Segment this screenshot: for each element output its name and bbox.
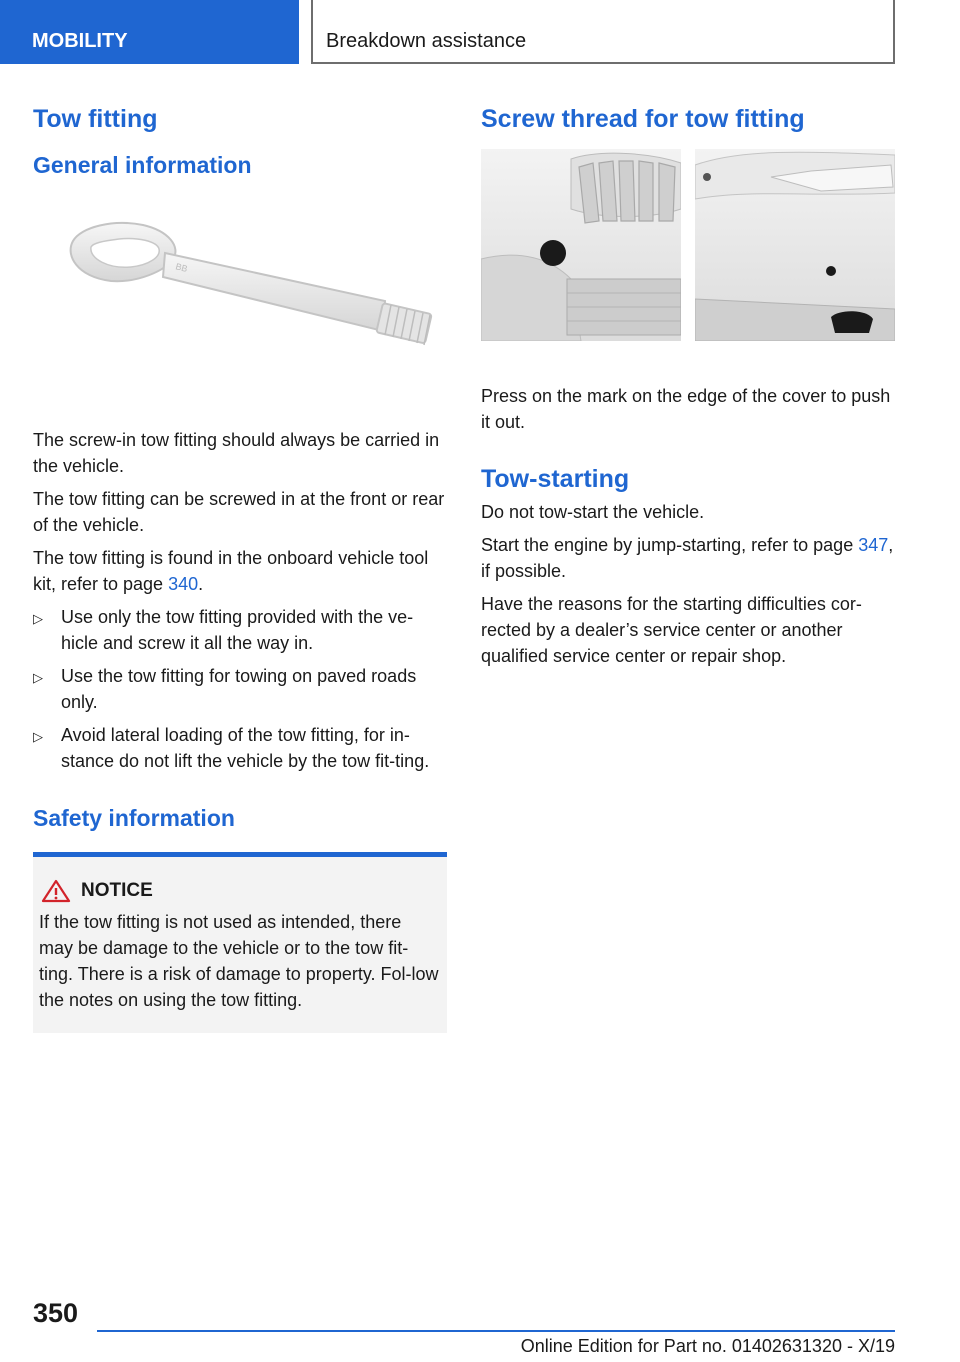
general-information-heading: General information <box>33 152 252 178</box>
section-title: Tow fitting <box>33 105 158 133</box>
section-tab[interactable]: MOBILITY <box>0 0 299 64</box>
svg-text:BB: BB <box>174 261 189 275</box>
chapter-tab[interactable]: Breakdown assistance <box>311 0 895 64</box>
notice-label: NOTICE <box>81 880 153 901</box>
footer-rule <box>97 1330 895 1332</box>
list-item <box>33 604 447 656</box>
paragraph-text: , if possible. <box>481 535 894 581</box>
paragraph-text: Start the engine by jump-starting, refer to page <box>481 535 854 555</box>
triangle-bullet-icon: ▷ <box>33 670 43 685</box>
cover-instruction: Press on the mark on the edge of the cover to push it out. <box>481 386 891 432</box>
list-item-text: Avoid lateral loading of the tow fitting, for in‐stance do not lift the vehicle by the tow fit‐ting. <box>61 725 430 771</box>
page-header <box>0 0 960 66</box>
left-column <box>33 95 447 1033</box>
right-column <box>481 95 895 676</box>
bumper-cover-icon <box>481 149 895 375</box>
paragraph: The screw-in tow fitting should always be carried in the vehicle. <box>33 430 440 476</box>
paragraph-text: The tow fitting is found in the onboard vehicle tool kit, refer to page <box>33 548 429 594</box>
list-item <box>33 722 447 774</box>
notice-box <box>33 857 447 1033</box>
triangle-bullet-icon: ▷ <box>33 611 43 626</box>
page-number: 350 <box>33 1298 79 1328</box>
triangle-bullet-icon: ▷ <box>33 729 43 744</box>
page-reference-link[interactable]: 340 <box>168 574 199 594</box>
screw-thread-heading: Screw thread for tow fitting <box>481 105 805 133</box>
bullet-list <box>33 604 447 774</box>
paragraph <box>33 545 447 597</box>
notice-text: If the tow fitting is not used as intended, there may be damage to the vehicle or to the tow fit‐ting. There is a risk of damage to property. Fol‐low the notes on using the tow fitting. <box>39 912 439 1010</box>
tow-fitting-illustration <box>33 203 447 423</box>
list-item-text: Use only the tow fitting provided with the ve‐hicle and screw it all the way in. <box>61 607 414 653</box>
list-item <box>33 663 447 715</box>
tow-fitting-icon <box>33 203 447 423</box>
tow-starting-heading: Tow-starting <box>481 465 630 493</box>
page-reference-link[interactable]: 347 <box>858 535 889 555</box>
bumper-cover-images <box>481 149 895 375</box>
notice-header <box>39 879 439 903</box>
safety-information-heading: Safety information <box>33 805 235 831</box>
warning-triangle-icon <box>41 879 71 903</box>
paragraph: The tow fitting can be screwed in at the front or rear of the vehicle. <box>33 489 445 535</box>
footer-edition: Online Edition for Part no. 01402631320 - X/19 <box>520 1336 895 1356</box>
paragraph <box>481 532 895 584</box>
paragraph: Have the reasons for the starting difficulties cor‐rected by a dealer’s service center or another qualified service center or repair shop. <box>481 594 862 666</box>
list-item-text: Use the tow fitting for towing on paved roads only. <box>61 666 417 712</box>
period: . <box>198 574 204 594</box>
paragraph: Do not tow-start the vehicle. <box>481 502 705 522</box>
